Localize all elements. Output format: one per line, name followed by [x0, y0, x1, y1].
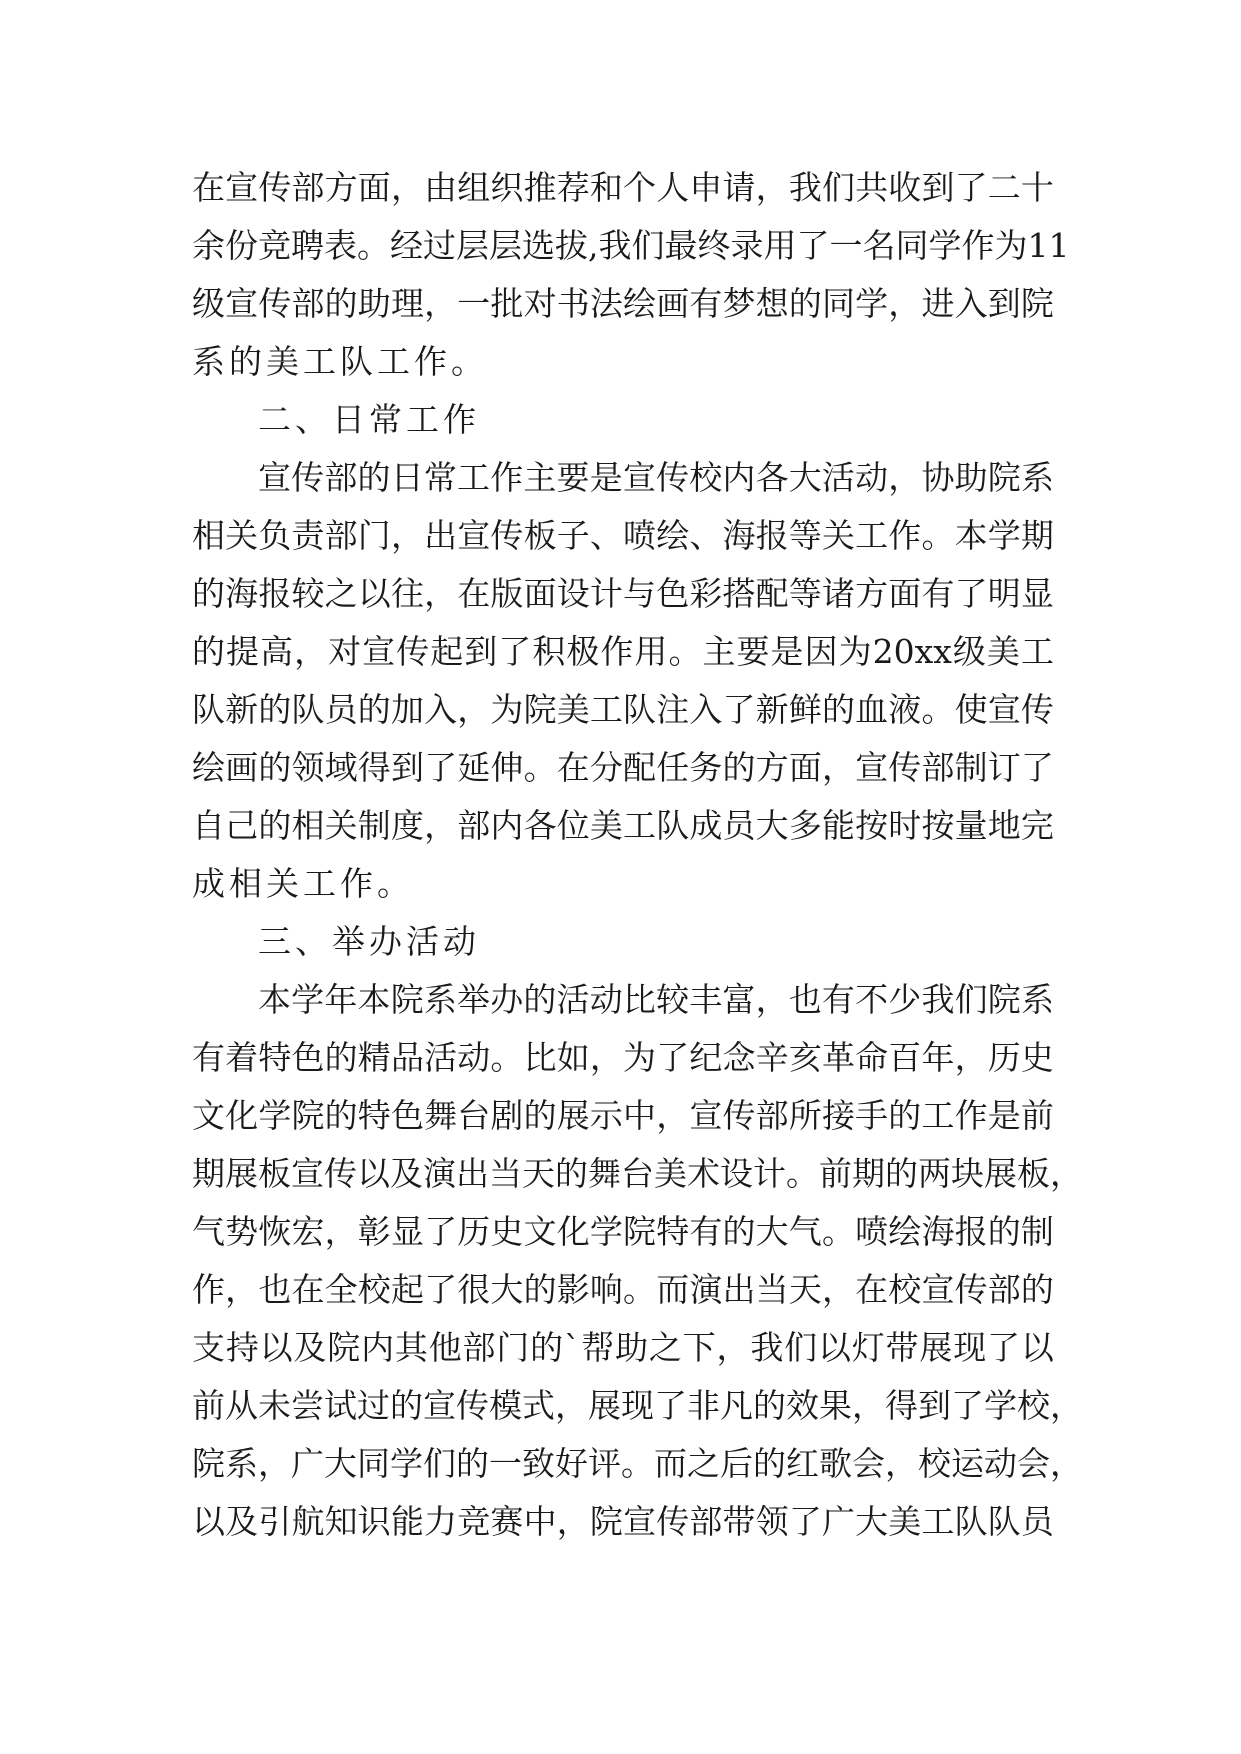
text-line: 本 学 年 本 院 系 举 办 的 活 动 比 较 丰 富 ， 也 有 不 少 我 们 院 系 [258, 980, 1054, 1019]
text-line: 二、日常工作 [258, 400, 480, 439]
text-line: 余 份 竞 聘 表 。 经 过 层 层 选 拔 , 我 们 最 终 录 用 了 一 名 同 学 作 为 11 [192, 226, 1070, 265]
text-line: 系的美工队工作。 [192, 342, 488, 381]
text-line: 队 新 的 队 员 的 加 入 ， 为 院 美 工 队 注 入 了 新 鲜 的 血 液 。 使 宣 传 [192, 690, 1054, 729]
text-line: 自 己 的 相 关 制 度 ， 部 内 各 位 美 工 队 成 员 大 多 能 按 时 按 量 地 完 [192, 806, 1054, 845]
text-line: 的 海 报 较 之 以 往 ， 在 版 面 设 计 与 色 彩 搭 配 等 诸 方 面 有 了 明 显 [192, 574, 1054, 613]
text-line: 在 宣 传 部 方 面 ， 由 组 织 推 荐 和 个 人 申 请 ， 我 们 共 收 到 了 二 十 [192, 168, 1054, 207]
text-line: 前 从 未 尝 试 过 的 宣 传 模 式 ， 展 现 了 非 凡 的 效 果 ， 得 到 了 学 校 ， [192, 1386, 1083, 1425]
text-line: 气 势 恢 宏 ， 彰 显 了 历 史 文 化 学 院 特 有 的 大 气 。 喷 绘 海 报 的 制 [192, 1212, 1054, 1251]
text-line: 以 及 引 航 知 识 能 力 竞 赛 中 ， 院 宣 传 部 带 领 了 广 大 美 工 队 队 员 [192, 1502, 1054, 1541]
text-line: 绘 画 的 领 域 得 到 了 延 伸 。 在 分 配 任 务 的 方 面 ， 宣 传 部 制 订 了 [192, 748, 1054, 787]
text-line: 的 提 高 ， 对 宣 传 起 到 了 积 极 作 用 。 主 要 是 因 为 20xx 级 美 工 [192, 632, 1054, 671]
text-line: 期 展 板 宣 传 以 及 演 出 当 天 的 舞 台 美 术 设 计 。 前 期 的 两 块 展 板 ， [192, 1154, 1083, 1193]
document-page [192, 159, 1083, 1551]
text-line: 有 着 特 色 的 精 品 活 动 。 比 如 ， 为 了 纪 念 辛 亥 革 命 百 年 ， 历 史 [192, 1038, 1054, 1077]
text-line: 宣 传 部 的 日 常 工 作 主 要 是 宣 传 校 内 各 大 活 动 ， 协 助 院 系 [258, 458, 1054, 497]
text-line: 成相关工作。 [192, 864, 414, 903]
text-line: 级 宣 传 部 的 助 理 ， 一 批 对 书 法 绘 画 有 梦 想 的 同 学 ， 进 入 到 院 [192, 284, 1054, 323]
text-line: 文 化 学 院 的 特 色 舞 台 剧 的 展 示 中 ， 宣 传 部 所 接 手 的 工 作 是 前 [192, 1096, 1054, 1135]
text-line: 院 系 ， 广 大 同 学 们 的 一 致 好 评 。 而 之 后 的 红 歌 会 ， 校 运 动 会 ， [192, 1444, 1083, 1483]
text-line: 作 ， 也 在 全 校 起 了 很 大 的 影 响 。 而 演 出 当 天 ， 在 校 宣 传 部 的 [192, 1270, 1054, 1309]
text-line: 相 关 负 责 部 门 ， 出 宣 传 板 子 、 喷 绘 、 海 报 等 关 工 作 。 本 学 期 [192, 516, 1054, 555]
text-line: 三、举办活动 [258, 922, 480, 961]
text-line: 支 持 以 及 院 内 其 他 部 门 的 ` 帮 助 之 下 ， 我 们 以 灯 带 展 现 了 以 [192, 1328, 1054, 1367]
